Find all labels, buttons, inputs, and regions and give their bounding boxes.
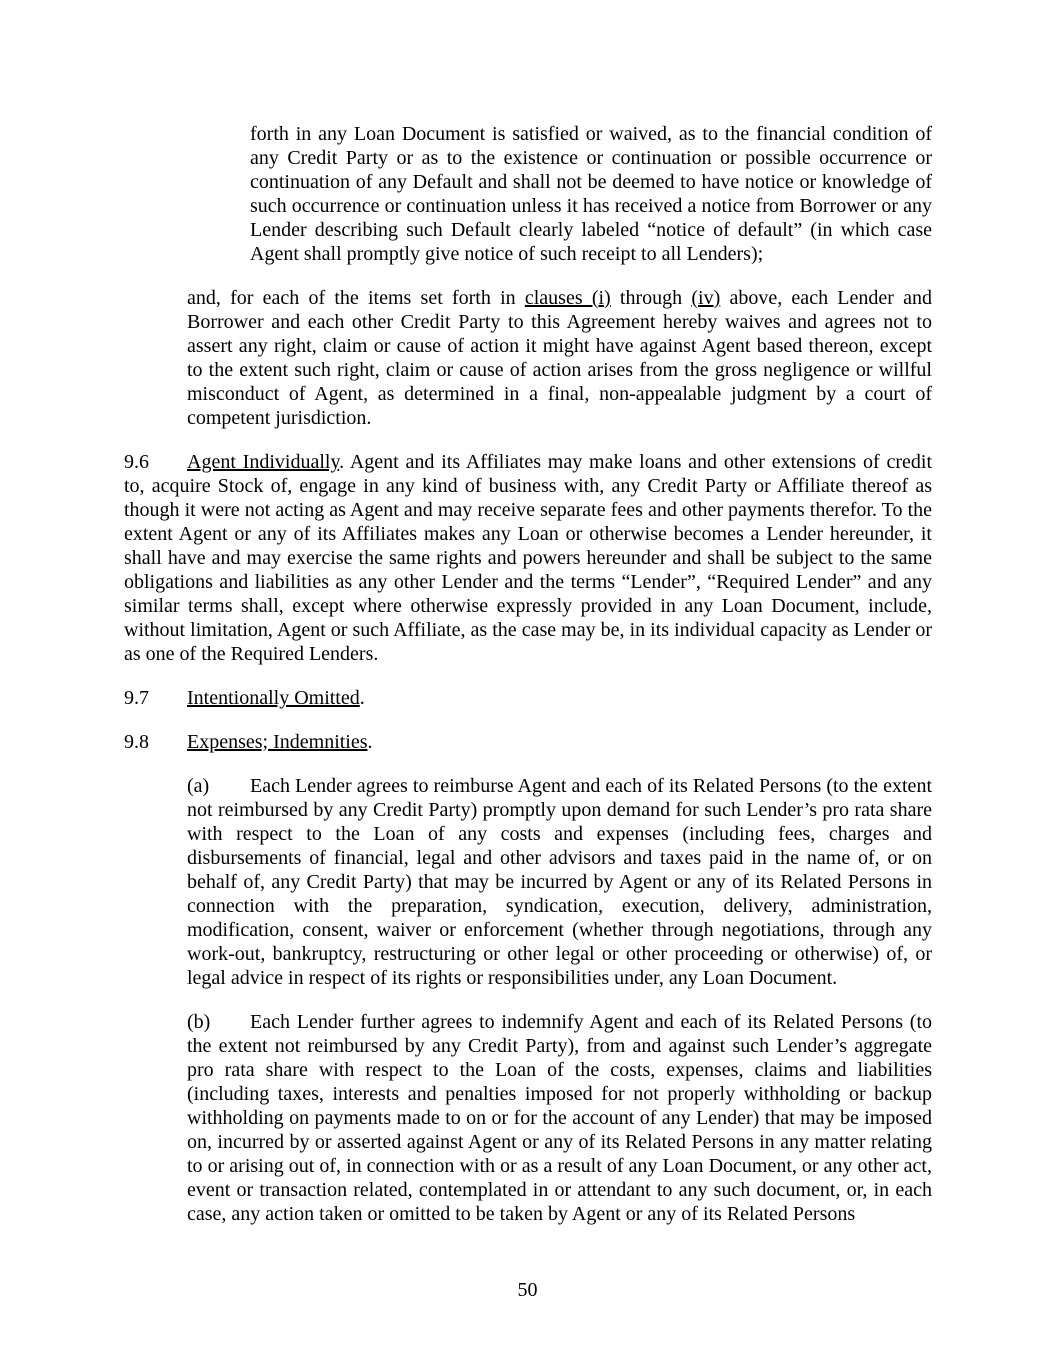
- waiver-iv-ref: (iv): [691, 287, 721, 309]
- subsection-a-label: (a): [187, 775, 210, 797]
- waiver-lead: and, for each of the items set forth in: [187, 287, 525, 309]
- paragraph-clause-continuation: [250, 122, 932, 266]
- section-9-7-heading-period: .: [359, 687, 365, 709]
- section-9-8-number: 9.8: [124, 731, 149, 753]
- subsection-a-body: Each Lender agrees to reimburse Agent and each of its Related Persons (to the extent not reimbursed by any Credit Party) promptly upon demand for such Lender’s pro rata share with respect to the Loan of any costs and expenses (including fees, charges and disbursements of financial, legal and other advisors and taxes paid in the name of, or on behalf of, any Credit Party) that may be incurred by Agent or any of its Related Persons in connection with the preparation, syndication, execution, delivery, administration, modification, consent, waiver or enforcement (whether through negotiations, through any work-out, bankruptcy, restructuring or other legal or other proceeding or otherwise) of, or legal advice in respect of its rights or responsibilities under, any Loan Document.: [187, 775, 932, 989]
- section-9-6: [124, 450, 932, 666]
- subsection-b: [187, 1010, 932, 1226]
- section-9-6-number: 9.6: [124, 451, 149, 473]
- waiver-clauses-ref: clauses (i): [524, 287, 611, 309]
- section-9-8-heading-period: .: [367, 731, 373, 753]
- subsection-b-body: Each Lender further agrees to indemnify Agent and each of its Related Persons (to the extent not reimbursed by any Credit Party), from and against such Lender’s aggregate pro rata share with respect to the Loan of the costs, expenses, claims and liabilities (including taxes, interests and penalties imposed for not properly withholding or backup withholding on payments made to on or for the account of any Lender) that may be imposed on, incurred by or asserted against Agent or any of its Related Persons in any matter relating to or arising out of, in connection with or as a result of any Loan Document, or any other act, event or transaction related, contemplated in or attendant to any such document, or, in each case, any action taken or omitted to be taken by Agent or any of its Related Persons: [187, 1011, 932, 1225]
- waiver-mid: through: [610, 287, 692, 309]
- section-9-8: [124, 730, 932, 754]
- subsection-b-label: (b): [187, 1011, 211, 1033]
- section-9-6-body: Agent and its Affiliates may make loans and other extensions of credit to, acquire Stock of, engage in any kind of business with, any Credit Party or Affiliate thereof as though it were not acting as Agent and may receive separate fees and other payments therefor. To the extent Agent or any of its Affiliates makes any Loan or otherwise becomes a Lender hereunder, it shall have and may exercise the same rights and powers hereunder and shall be subject to the same obligations and liabilities as any other Lender and the terms “Lender”, “Required Lender” and any similar terms shall, except where otherwise expressly provided in any Loan Document, include, without limitation, Agent or such Affiliate, as the case may be, in its individual capacity as Lender or as one of the Required Lenders.: [124, 451, 932, 665]
- paragraph-waiver: [187, 286, 932, 430]
- waiver-rest: above, each Lender and Borrower and each other Credit Party to this Agreement hereby waives and agrees not to assert any right, claim or cause of action it might have against Agent based thereon, except to the extent such right, claim or cause of action arises from the gross negligence or willful misconduct of Agent, as determined in a final, non-appealable judgment by a court of competent jurisdiction.: [187, 287, 933, 429]
- section-9-7: [124, 686, 932, 710]
- document-content: [124, 122, 932, 1246]
- section-9-7-heading: Intentionally Omitted: [187, 687, 360, 709]
- subsection-a: [187, 774, 932, 990]
- section-9-7-number: 9.7: [124, 687, 149, 709]
- section-9-6-heading: Agent Individually: [187, 451, 340, 473]
- clause-continuation-text: forth in any Loan Document is satisfied or waived, as to the financial condition of any Credit Party or as to the existence or continuation or possible occurrence or continuation of any Default and shall not be deemed to have notice or knowledge of such occurrence or continuation unless it has received a notice from Borrower or any Lender describing such Default clearly labeled “notice of default” (in which case Agent shall promptly give notice of such receipt to all Lenders);: [250, 123, 932, 265]
- section-9-6-heading-period: .: [339, 451, 345, 473]
- page-number: 50: [517, 1279, 538, 1301]
- section-9-8-heading: Expenses; Indemnities: [187, 731, 368, 753]
